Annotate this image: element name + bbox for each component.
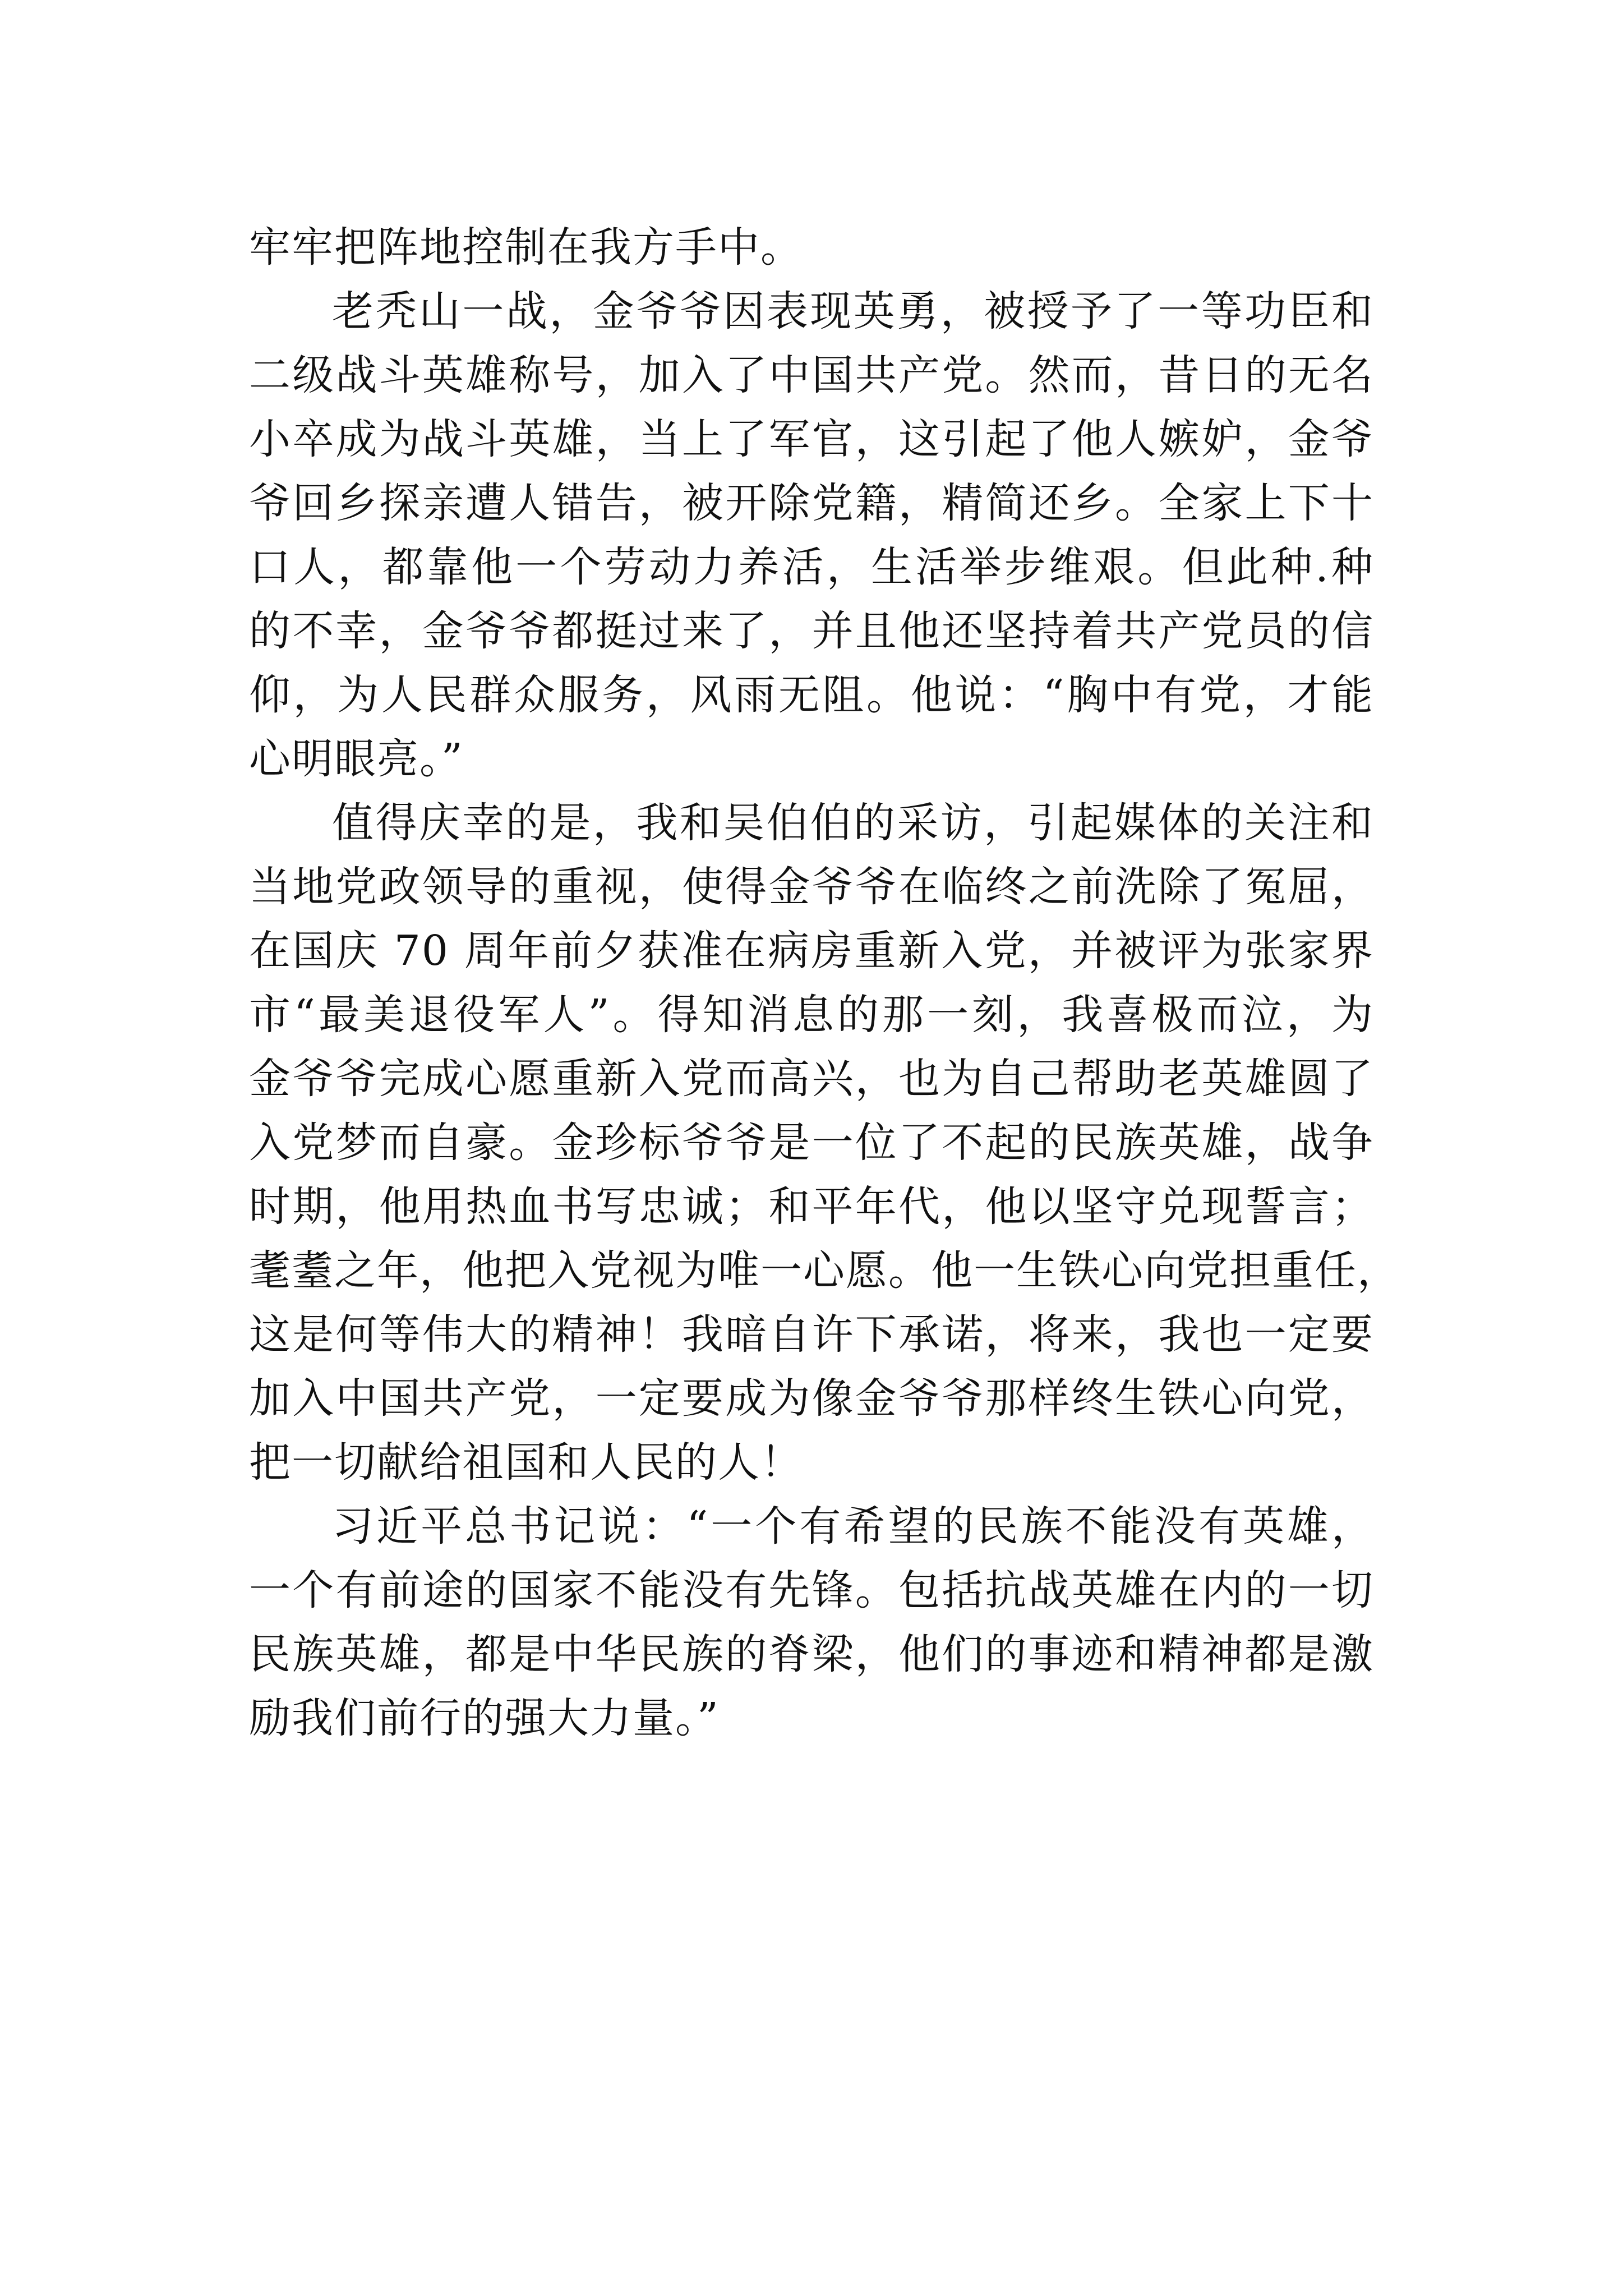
text-line: 在国庆 70 周年前夕获准在病房重新入党，并被评为张家界: [249, 927, 1374, 975]
text-line: 这是何等伟大的精神！我暗自许下承诺，将来，我也一定要: [249, 1310, 1374, 1359]
text-line: 把一切献给祖国和人民的人！: [249, 1438, 803, 1487]
text-line: 加入中国共产党，一定要成为像金爷爷那样终生铁心向党，: [249, 1374, 1374, 1423]
text-line: 老秃山一战，金爷爷因表现英勇，被授予了一等功臣和: [332, 287, 1374, 335]
text-line: 一个有前途的国家不能没有先锋。包括抗战英雄在内的一切: [249, 1566, 1374, 1614]
body-text: [249, 214, 1400, 1749]
text-line: 牢牢把阵地控制在我方手中。: [249, 223, 803, 272]
text-line: 入党梦而自豪。金珍标爷爷是一位了不起的民族英雄，战争: [249, 1119, 1374, 1167]
text-line: 仰，为人民群众服务，风雨无阻。他说：“胸中有党，才能: [249, 671, 1374, 719]
text-line: 的不幸，金爷爷都挺过来了，并且他还坚持着共产党员的信: [249, 607, 1374, 655]
text-line: 市“最美退役军人”。得知消息的那一刻，我喜极而泣，为: [249, 991, 1374, 1039]
text-line: 心明眼亮。”: [249, 735, 464, 783]
text-line: 值得庆幸的是，我和吴伯伯的采访，引起媒体的关注和: [332, 799, 1374, 847]
text-line: 当地党政领导的重视，使得金爷爷在临终之前洗除了冤屈，: [249, 863, 1374, 911]
text-line: 小卒成为战斗英雄，当上了军官，这引起了他人嫉妒，金爷: [249, 415, 1374, 463]
text-line: 民族英雄，都是中华民族的脊梁，他们的事迹和精神都是激: [249, 1630, 1374, 1678]
text-line: 爷回乡探亲遭人错告，被开除党籍，精简还乡。全家上下十: [249, 479, 1374, 527]
text-line: 二级战斗英雄称号，加入了中国共产党。然而，昔日的无名: [249, 351, 1374, 399]
text-line: 励我们前行的强大力量。”: [249, 1694, 720, 1742]
text-line: 耄耋之年，他把入党视为唯一心愿。他一生铁心向党担重任，: [249, 1246, 1400, 1295]
text-line: 习近平总书记说：“一个有希望的民族不能没有英雄，: [332, 1502, 1374, 1550]
text-line: 口人，都靠他一个劳动力养活，生活举步维艰。但此种.种: [249, 543, 1374, 591]
text-line: 金爷爷完成心愿重新入党而高兴，也为自己帮助老英雄圆了: [249, 1055, 1374, 1103]
text-line: 时期，他用热血书写忠诚；和平年代，他以坚守兑现誓言；: [249, 1182, 1374, 1231]
